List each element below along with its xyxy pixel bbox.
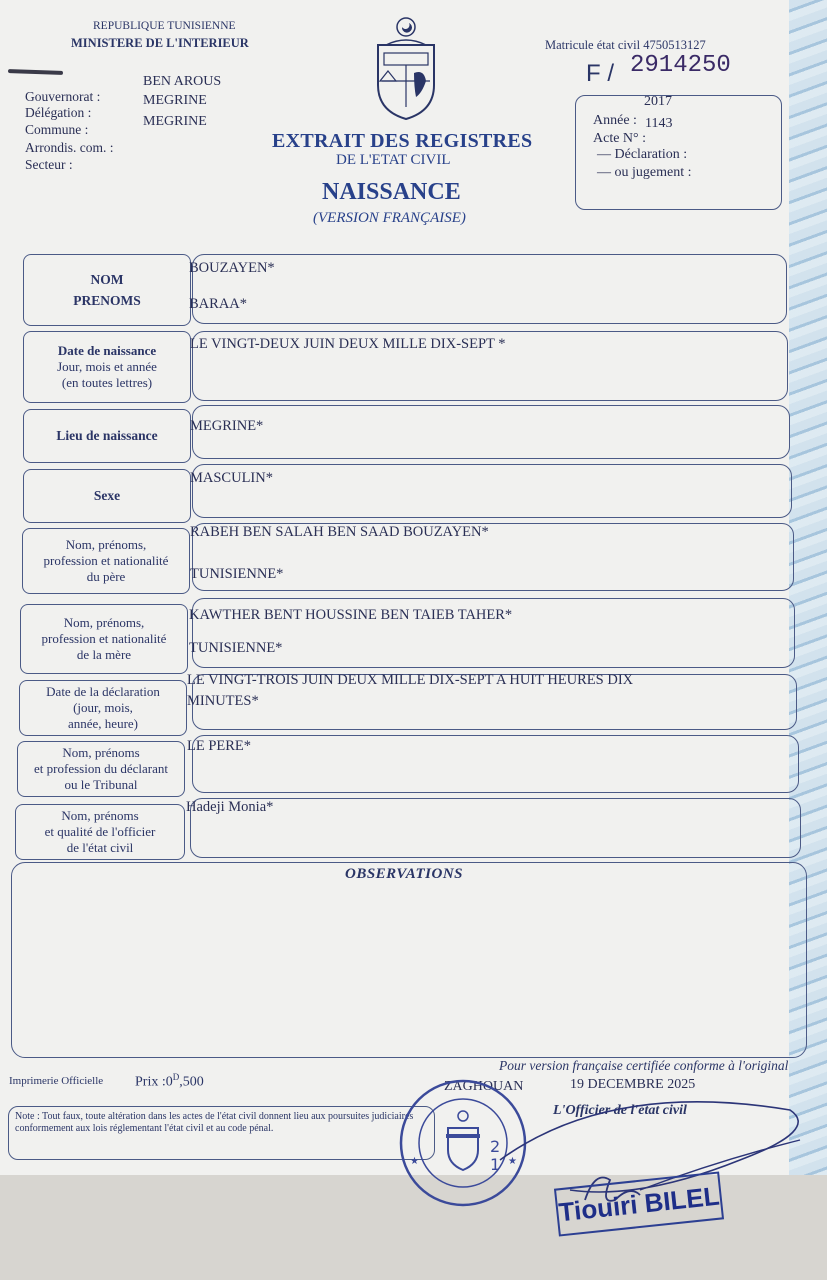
annee-value: 1143 (645, 116, 673, 131)
mere-value-1: KAWTHER BENT HOUSSINE BEN TAIEB TAHER* (189, 607, 513, 623)
dob-label (23, 331, 191, 403)
republic-title: REPUBLIQUE TUNISIENNE (93, 20, 236, 32)
decl-value-1: LE VINGT-TROIS JUIN DEUX MILLE DIX-SEPT A HUIT HEURES DIX (187, 672, 634, 688)
tunisia-coat-of-arms-icon (372, 15, 440, 123)
signature-stamp: Tiouiri BILEL (554, 1171, 724, 1236)
matricule-value: 4750513127 (643, 38, 706, 52)
officier-label-2: et qualité de l'officier (44, 824, 156, 839)
title-etat-civil: DE L'ETAT CIVIL (336, 152, 451, 168)
mere-label-1: Nom, prénoms, (63, 615, 145, 630)
dob-label-3: (en toutes lettres) (61, 375, 153, 390)
officier-label (15, 804, 185, 860)
pere-label-2: profession et nationalité (43, 553, 169, 568)
mere-label-2: profession et nationalité (41, 631, 167, 646)
observations-label: OBSERVATIONS (345, 866, 463, 882)
declarant-label-3: ou le Tribunal (64, 777, 138, 792)
prix (135, 1072, 204, 1091)
lieu-value: MEGRINE* (190, 418, 264, 434)
prenoms-label: PRENOMS (73, 292, 141, 308)
place-value: ZAGHOUAN (444, 1079, 524, 1094)
annee-label: Année : (593, 113, 637, 128)
officier-value: Hadeji Monia* (186, 799, 274, 815)
svg-text:2: 2 (490, 1137, 501, 1156)
nom-value: BOUZAYEN* (189, 260, 275, 276)
sexe-value: MASCULIN* (190, 470, 273, 486)
serial-prefix: F / (586, 60, 614, 87)
declaration-label (19, 680, 187, 736)
commune-value: MEGRINE (143, 114, 207, 129)
nom-label: NOM (90, 271, 124, 287)
matricule-label: Matricule état civil (545, 38, 641, 52)
pere-value-2: TUNISIENNE* (190, 566, 284, 582)
lieu-label (23, 409, 191, 463)
officier-label-3: de l'état civil (66, 840, 134, 855)
decl-value-2: MINUTES* (187, 693, 259, 709)
declarant-label (17, 741, 185, 797)
prenoms-value: BARAA* (189, 296, 248, 312)
ministry-title: MINISTERE DE L'INTERIEUR (71, 36, 249, 50)
mere-label (20, 604, 188, 674)
nom-prenoms-label (23, 254, 191, 326)
nom-prenoms-field (192, 254, 787, 324)
prix-label: Prix :0 (135, 1074, 173, 1090)
dob-label-2: Jour, mois et année (57, 359, 157, 374)
date-value: 19 DECEMBRE 2025 (570, 1077, 696, 1092)
dob-label-1: Date de naissance (57, 343, 157, 358)
declaration-label: — Déclaration : (597, 147, 688, 162)
title-version: (VERSION FRANÇAISE) (313, 210, 466, 226)
dob-value: LE VINGT-DEUX JUIN DEUX MILLE DIX-SEPT * (190, 336, 506, 352)
note-text: Note : Tout faux, toute altération dans les actes de l'état civil donnent lieu aux poursuites judiciaires conformement aux lois réglementant l'état civil et au code pénal. (15, 1111, 414, 1134)
officier-field (190, 798, 801, 858)
declarant-value: LE PERE* (187, 738, 252, 754)
decl-label-2: (jour, mois, (73, 700, 133, 715)
mere-value-2: TUNISIENNE* (189, 640, 283, 656)
svg-text:1: 1 (490, 1155, 501, 1174)
sexe-label (23, 469, 191, 523)
secteur-label: Secteur : (25, 157, 73, 172)
imprimerie-label: Imprimerie Officielle (9, 1075, 104, 1087)
acte-year: 2017 (644, 94, 672, 109)
jugement-label: — ou jugement : (597, 165, 692, 180)
decl-label-1: Date de la déclaration (46, 684, 160, 699)
certified-text: Pour version française certifiée conforme à l'original (499, 1058, 789, 1073)
delegation-label: Délégation : (25, 105, 92, 120)
pere-label (22, 528, 190, 594)
arrondis-label: Arrondis. com. : (25, 140, 114, 155)
officier-title: L'Officier de l'état civil (553, 1103, 687, 1118)
declarant-label-2: et profession du déclarant (34, 761, 168, 776)
svg-text:★: ★ (508, 1156, 517, 1167)
gouvernorat-label: Gouvernorat : (25, 89, 101, 104)
title-extrait: EXTRAIT DES REGISTRES (272, 130, 533, 152)
decl-label-3: année, heure) (67, 716, 138, 731)
declarant-label-1: Nom, prénoms (62, 745, 140, 760)
officier-label-1: Nom, prénoms (61, 808, 139, 823)
svg-text:★: ★ (410, 1156, 419, 1167)
prix-sup: D (172, 1072, 180, 1082)
lieu-field (192, 405, 790, 459)
sexe-label-text: Sexe (93, 488, 121, 503)
pere-label-3: du père (86, 569, 126, 584)
acte-label: Acte N° : (593, 131, 647, 146)
note-box (8, 1106, 435, 1160)
mere-label-3: de la mère (76, 647, 132, 662)
serial-number: 2914250 (630, 52, 731, 79)
title-naissance: NAISSANCE (322, 179, 461, 205)
prix-end: ,500 (179, 1074, 204, 1090)
declarant-field (192, 735, 799, 793)
observations-box (11, 862, 807, 1058)
commune-label: Commune : (25, 122, 89, 137)
pere-value-1: RABEH BEN SALAH BEN SAAD BOUZAYEN* (190, 524, 489, 540)
lieu-label-text: Lieu de naissance (56, 428, 158, 443)
matricule (545, 38, 706, 53)
sexe-field (192, 464, 792, 518)
delegation-value: MEGRINE (143, 93, 207, 108)
gouvernorat-value: BEN AROUS (143, 74, 222, 89)
pere-label-1: Nom, prénoms, (65, 537, 147, 552)
